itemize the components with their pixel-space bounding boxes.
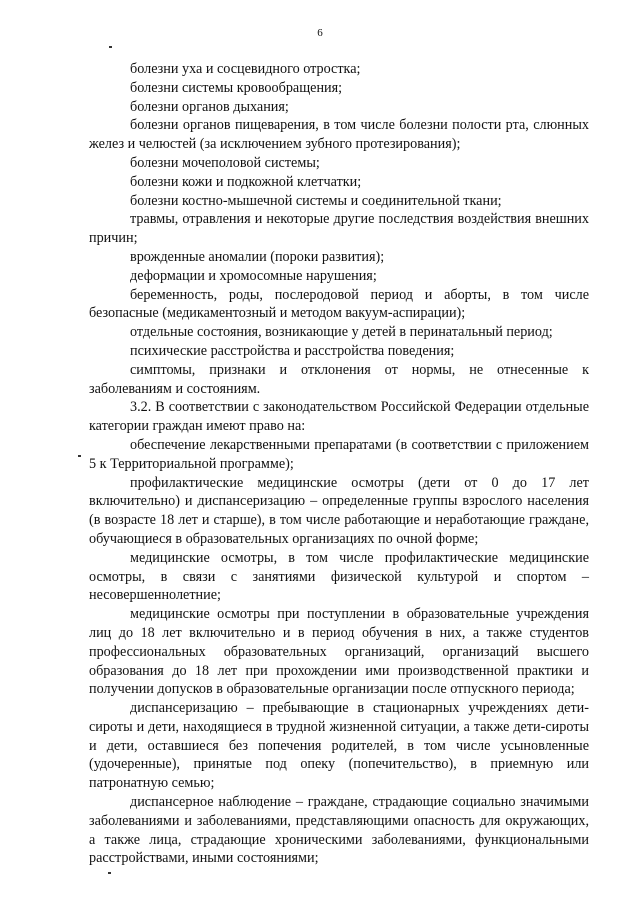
paragraph: медицинские осмотры при поступлении в образовательные учреждения лиц до 18 лет включительно и в период обучения в них, а также студентов профессиональных образовательных организаций, организаций высшего образования до 18 лет при прохождении ими производственной практики и получении допусков в образовательные организации после отпускного периода;	[89, 606, 589, 698]
scan-speck	[109, 46, 112, 48]
paragraph: отдельные состояния, возникающие у детей в перинатальный период;	[130, 324, 553, 341]
scan-speck	[78, 455, 81, 457]
paragraph: врожденные аномалии (пороки развития);	[130, 248, 385, 265]
paragraph: болезни костно-мышечной системы и соединительной ткани;	[130, 192, 502, 209]
paragraph: болезни уха и сосцевидного отростка;	[130, 61, 361, 77]
paragraph: деформации и хромосомные нарушения;	[130, 267, 377, 284]
paragraph: болезни системы кровообращения;	[130, 79, 343, 96]
section-paragraph: 3.2. В соответствии с законодательством Российской Федерации отдельные категории граждан имеют право на:	[89, 399, 589, 435]
paragraph: диспансерное наблюдение – граждане, страдающие социально значимыми заболеваниями и заболеваниями, представляющими опасность для окружающих, а также лица, страдающие хроническими заболеваниями, функциональными расстройствами, иными состояниями;	[89, 794, 589, 867]
paragraph: болезни мочеполовой системы;	[130, 154, 320, 171]
paragraph: диспансеризацию – пребывающие в стационарных учреждениях дети-сироты и дети, находящиеся в трудной жизненной ситуации, а также дети-сироты и дети, оставшиеся без попечения родителей, в том числе усыновленные (удочеренные), принятые под опеку (попечительство), в приемную или патронатную семью;	[89, 700, 589, 792]
paragraph: болезни органов пищеварения, в том числе болезни полости рта, слюнных желез и челюстей (за исключением зубного протезирования);	[89, 117, 589, 153]
document-body	[89, 60, 589, 868]
paragraph: обеспечение лекарственными препаратами (в соответствии с приложением 5 к Территориальной программе);	[89, 436, 589, 472]
paragraph: беременность, роды, послеродовой период и аборты, в том числе безопасные (медикаментозный и методом вакуум-аспирации);	[89, 286, 589, 322]
paragraph: травмы, отравления и некоторые другие последствия воздействия внешних причин;	[89, 211, 589, 247]
paragraph: психические расстройства и расстройства поведения;	[130, 342, 455, 359]
scan-speck	[108, 872, 111, 874]
paragraph: болезни органов дыхания;	[130, 98, 289, 115]
paragraph: симптомы, признаки и отклонения от нормы, не отнесенные к заболеваниям и состояниям.	[89, 361, 589, 397]
paragraph: медицинские осмотры, в том числе профилактические медицинские осмотры, в связи с занятиями физической культурой и спортом – несовершеннолетние;	[89, 549, 589, 604]
page-number: 6	[317, 27, 323, 39]
paragraph: болезни кожи и подкожной клетчатки;	[130, 173, 362, 190]
paragraph: профилактические медицинские осмотры (дети от 0 до 17 лет включительно) и диспансеризацию – определенные группы взрослого населения (в возрасте 18 лет и старше), в том числе работающие и неработающие граждане, обучающиеся в образовательных организациях по очной форме;	[89, 474, 589, 547]
